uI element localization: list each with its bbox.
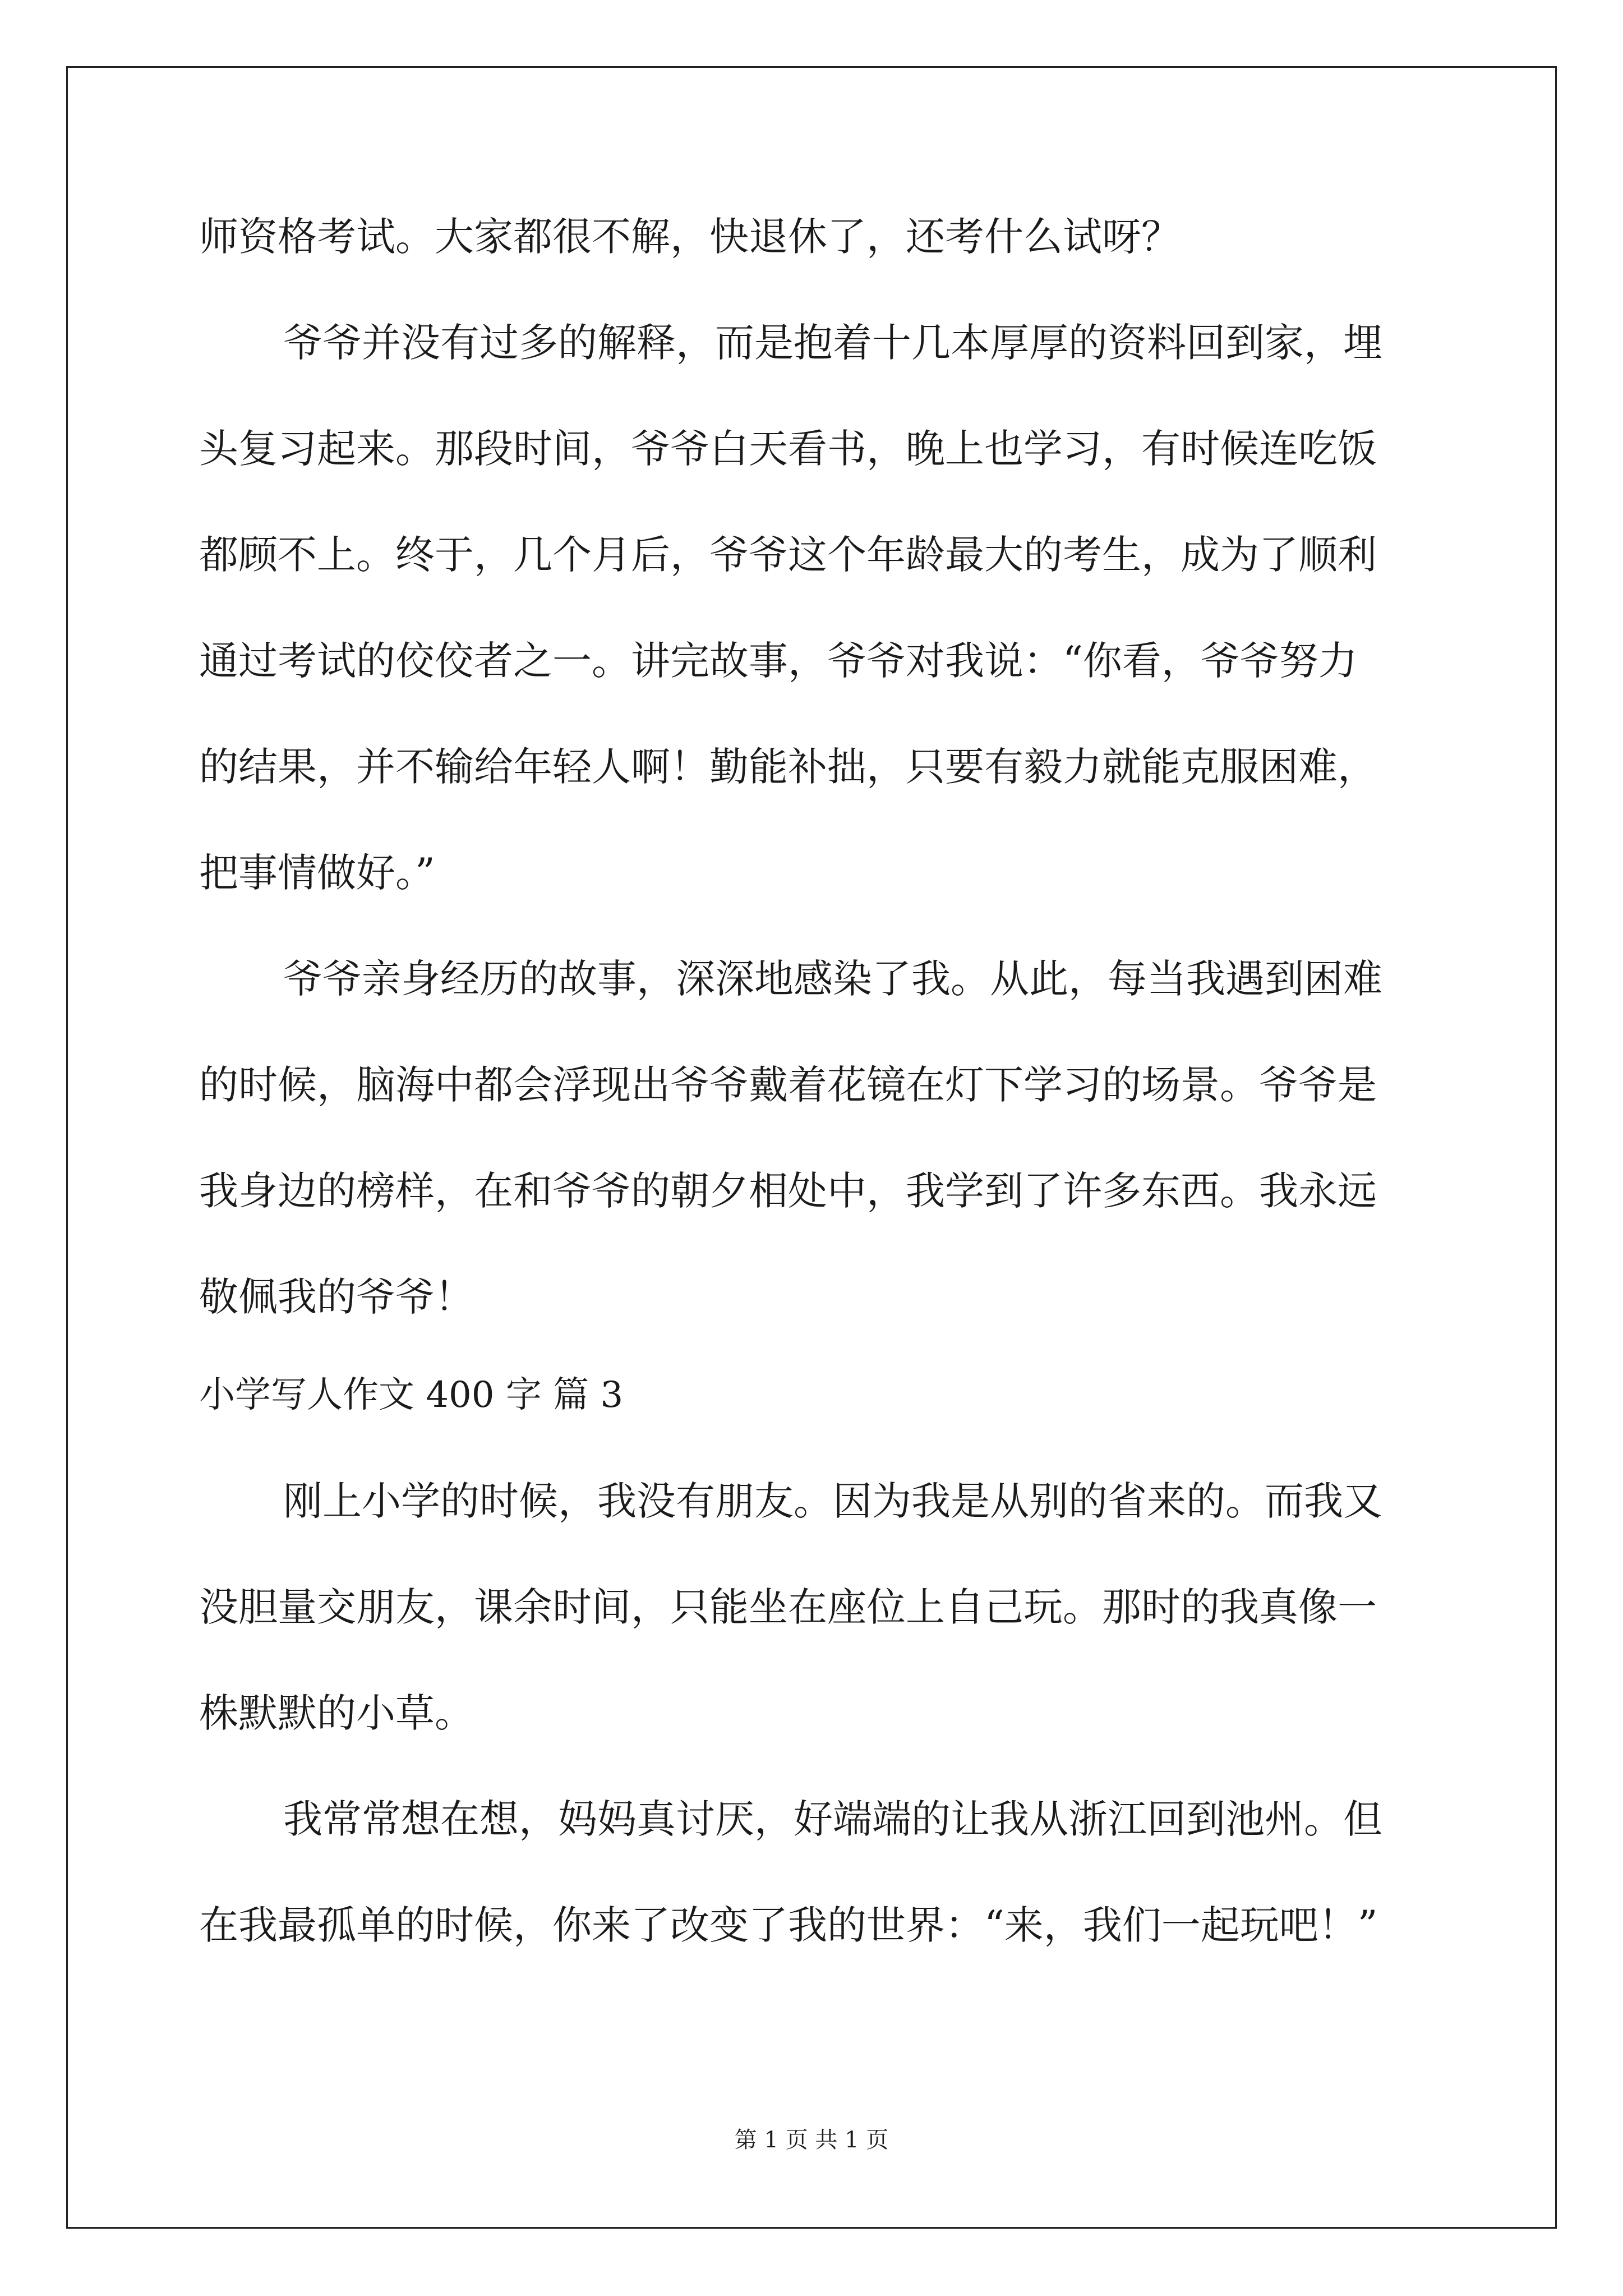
paragraph-line: 师资格考试。大家都很不解，快退休了，还考什么试呀？ xyxy=(199,214,1181,260)
paragraph-line: 株默默的小草。 xyxy=(199,1690,474,1736)
paragraph-line: 我身边的榜样，在和爷爷的朝夕相处中，我学到了许多东西。我永远 xyxy=(199,1168,1377,1214)
page-footer: 第 1 页 共 1 页 xyxy=(734,2127,889,2153)
paragraph-line: 我常常想在想，妈妈真讨厌，好端端的让我从浙江回到池州。但 xyxy=(283,1796,1382,1842)
paragraph-line: 爷爷亲身经历的故事，深深地感染了我。从此，每当我遇到困难 xyxy=(283,956,1382,1002)
paragraph-line: 的时候，脑海中都会浮现出爷爷戴着花镜在灯下学习的场景。爷爷是 xyxy=(199,1062,1377,1108)
document-body xyxy=(199,210,1433,1952)
paragraph-line: 的结果，并不输给年轻人啊！勤能补拙，只要有毅力就能克服困难， xyxy=(199,744,1377,790)
paragraph-line: 把事情做好。” xyxy=(199,850,435,896)
paragraph-line: 头复习起来。那段时间，爷爷白天看书，晚上也学习，有时候连吃饭 xyxy=(199,426,1377,472)
section-heading: 小学写人作文 400 字 篇 3 xyxy=(199,1374,624,1416)
paragraph-line: 没胆量交朋友，课余时间，只能坐在座位上自己玩。那时的我真像一 xyxy=(199,1584,1377,1630)
paragraph-line: 刚上小学的时候，我没有朋友。因为我是从别的省来的。而我又 xyxy=(283,1478,1382,1524)
paragraph-line: 都顾不上。终于，几个月后，爷爷这个年龄最大的考生，成为了顺利 xyxy=(199,532,1377,578)
paragraph-line: 在我最孤单的时候，你来了改变了我的世界：“来，我们一起玩吧！” xyxy=(199,1902,1378,1948)
paragraph-line: 通过考试的佼佼者之一。讲完故事，爷爷对我说：“你看，爷爷努力 xyxy=(199,638,1358,684)
paragraph-line: 敬佩我的爷爷！ xyxy=(199,1274,474,1320)
paragraph-line: 爷爷并没有过多的解释，而是抱着十几本厚厚的资料回到家，埋 xyxy=(283,320,1382,366)
